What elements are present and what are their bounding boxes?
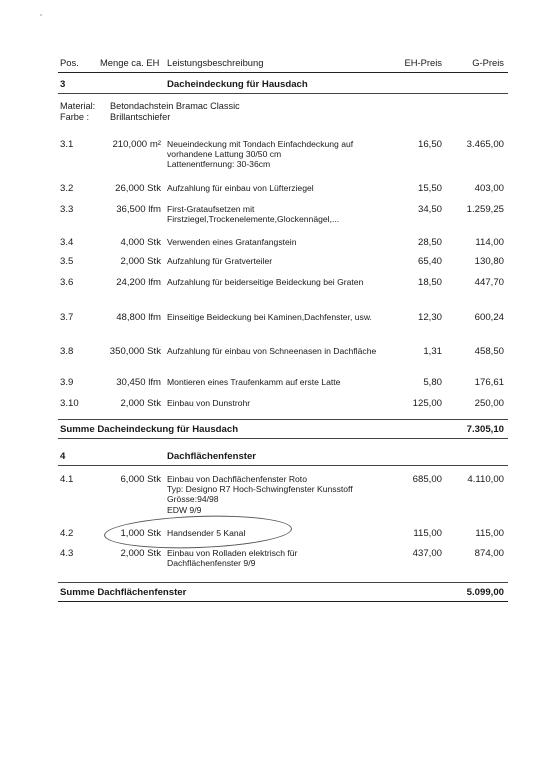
item-qty: 350,000 Stk — [109, 346, 161, 357]
section4-title: Dachflächenfenster — [167, 451, 257, 462]
item-pos: 3.8 — [60, 346, 74, 357]
item-eh-preis: 5,80 — [423, 377, 442, 388]
item-eh-preis: 28,50 — [417, 237, 442, 248]
material-value: Betondachstein Bramac Classic — [110, 101, 240, 111]
item-desc: Neueindeckung mit Tondach Einfachdeckung auf vorhandene Lattung 30/50 cm Lattenentfernung: 30-36cm — [167, 139, 354, 170]
item-desc: Montieren eines Traufenkamm auf erste Latte — [167, 377, 341, 387]
header-rule — [58, 72, 508, 73]
item-pos: 3.9 — [60, 377, 74, 388]
section3-rule — [58, 93, 508, 94]
item-desc: Aufzahlung für einbau von Schneenasen in Dachfläche — [167, 346, 377, 356]
item-eh-preis: 685,00 — [412, 474, 442, 485]
farbe-label: Farbe : — [60, 112, 90, 122]
item-g-preis: 447,70 — [474, 277, 504, 288]
item-g-preis: 1.259,25 — [466, 204, 504, 215]
item-qty: 2,000 Stk — [120, 398, 161, 409]
summe3-label: Summe Dacheindeckung für Hausdach — [60, 424, 239, 435]
item-g-preis: 250,00 — [474, 398, 504, 409]
item-pos: 3.10 — [60, 398, 79, 409]
item-eh-preis: 115,00 — [413, 528, 442, 539]
item-g-preis: 130,80 — [474, 256, 504, 267]
item-g-preis: 176,61 — [474, 377, 504, 388]
summe4-value: 5.099,00 — [466, 587, 504, 598]
item-eh-preis: 16,50 — [417, 139, 442, 150]
item-qty: 6,000 Stk — [120, 474, 161, 485]
item-pos: 3.7 — [60, 312, 74, 323]
item-pos: 3.2 — [60, 183, 74, 194]
item-pos: 3.3 — [60, 204, 74, 215]
item-pos: 3.1 — [60, 139, 74, 150]
item-desc: Aufzahlung für einbau von Lüfterziegel — [167, 183, 314, 193]
header-eh-preis: EH-Preis — [404, 57, 442, 68]
item-qty: 36,500 lfm — [116, 204, 161, 215]
item-qty: 210,000 m² — [112, 139, 161, 150]
item-g-preis: 114,00 — [475, 237, 504, 248]
item-qty: 30,450 lfm — [116, 377, 161, 388]
header-menge: Menge ca. EH — [100, 57, 160, 68]
item-desc: Handsender 5 Kanal — [167, 528, 246, 538]
item-eh-preis: 15,50 — [417, 183, 442, 194]
summe3-top-rule — [58, 419, 508, 420]
header-beschreibung: Leistungsbeschreibung — [167, 57, 264, 68]
item-qty: 24,200 lfm — [116, 277, 161, 288]
section3-number: 3 — [60, 79, 66, 90]
section4-number: 4 — [60, 451, 66, 462]
item-pos: 3.4 — [60, 237, 74, 248]
item-desc: First-Grataufsetzen mit Firstziegel,Trockenelemente,Glockennägel,... — [167, 204, 340, 225]
summe4-label: Summe Dachflächenfenster — [60, 587, 187, 598]
item-desc: Aufzahlung für Gratverteiler — [167, 256, 273, 266]
section4-rule — [58, 465, 508, 466]
item-g-preis: 458,50 — [474, 346, 504, 357]
item-eh-preis: 34,50 — [417, 204, 442, 215]
item-pos: 4.3 — [60, 548, 74, 559]
header-g-preis: G-Preis — [472, 57, 504, 68]
item-qty: 26,000 Stk — [115, 183, 161, 194]
item-eh-preis: 12,30 — [417, 312, 442, 323]
item-pos: 3.6 — [60, 277, 74, 288]
item-eh-preis: 65,40 — [417, 256, 442, 267]
item-desc: Einbau von Rolladen elektrisch für Dachflächenfenster 9/9 — [167, 548, 298, 569]
item-g-preis: 3.465,00 — [466, 139, 504, 150]
item-desc: Aufzahlung für beiderseitige Beideckung bei Graten — [167, 277, 364, 287]
item-desc: Einbau von Dachflächenfenster Roto Typ: Designo R7 Hoch-Schwingfenster Kunsstoff Grösse:94/98 EDW 9/9 — [167, 474, 353, 515]
scan-speck — [40, 14, 42, 16]
item-pos: 4.2 — [60, 528, 74, 539]
item-pos: 4.1 — [60, 474, 74, 485]
item-eh-preis: 18,50 — [417, 277, 442, 288]
section3-title: Dacheindeckung für Hausdach — [167, 79, 308, 90]
item-desc: Einseitige Beideckung bei Kaminen,Dachfenster, usw. — [167, 312, 372, 322]
item-g-preis: 403,00 — [474, 183, 504, 194]
material-label: Material: — [60, 101, 96, 111]
item-g-preis: 600,24 — [474, 312, 504, 323]
item-g-preis: 4.110,00 — [467, 474, 504, 485]
item-qty: 2,000 Stk — [120, 548, 161, 559]
item-qty: 1,000 Stk — [120, 528, 161, 539]
item-qty: 4,000 Stk — [120, 237, 161, 248]
item-g-preis: 115,00 — [475, 528, 504, 539]
summe3-value: 7.305,10 — [466, 424, 504, 435]
item-g-preis: 874,00 — [474, 548, 504, 559]
item-pos: 3.5 — [60, 256, 74, 267]
item-eh-preis: 1,31 — [423, 346, 442, 357]
item-qty: 2,000 Stk — [120, 256, 161, 267]
summe4-bottom-rule — [58, 601, 508, 602]
item-desc: Einbau von Dunstrohr — [167, 398, 251, 408]
item-qty: 48,800 lfm — [116, 312, 161, 323]
header-pos: Pos. — [60, 57, 79, 68]
item-eh-preis: 437,00 — [412, 548, 442, 559]
summe3-bottom-rule — [58, 438, 508, 439]
farbe-value: Brillantschiefer — [110, 112, 171, 122]
item-eh-preis: 125,00 — [412, 398, 442, 409]
item-desc: Verwenden eines Gratanfangstein — [167, 237, 297, 247]
summe4-top-rule — [58, 582, 508, 583]
